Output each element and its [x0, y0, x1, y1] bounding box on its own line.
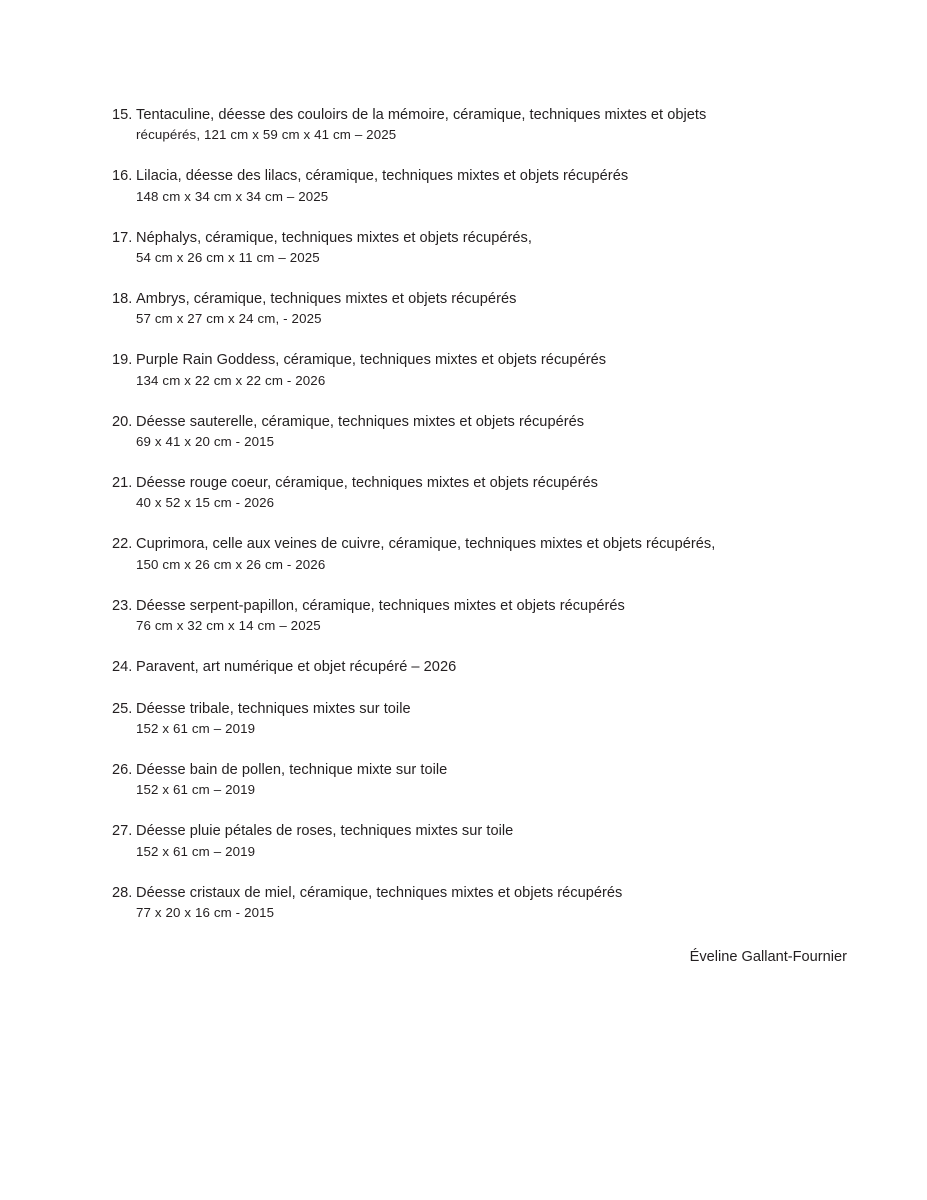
artwork-item-title: Déesse tribale, techniques mixtes sur toile [136, 700, 411, 717]
artwork-item-body [136, 229, 842, 268]
artwork-item-dimensions-year: 69 x 41 x 20 cm - 2015 [136, 433, 275, 449]
artwork-item-number: 20. [112, 413, 133, 430]
artwork-item-title: Déesse rouge coeur, céramique, techniques mixtes et objets récupérés [136, 474, 598, 491]
artwork-item-body [136, 761, 842, 800]
artwork-item-title: Lilacia, déesse des lilacs, céramique, techniques mixtes et objets récupérés [136, 168, 629, 185]
artwork-list-item [112, 167, 842, 206]
artwork-item-title: Tentaculine, déesse des couloirs de la mémoire, céramique, techniques mixtes et objets [136, 107, 707, 123]
artwork-item-number: 17. [112, 229, 133, 246]
artwork-item-body [136, 351, 842, 390]
artwork-list-item [112, 229, 842, 268]
artwork-item-number: 27. [112, 823, 133, 840]
artwork-item-title: Déesse cristaux de miel, céramique, techniques mixtes et objets récupérés [136, 884, 623, 901]
artwork-item-dimensions-year: 152 x 61 cm – 2019 [136, 843, 256, 859]
artwork-item-title: Purple Rain Goddess, céramique, techniques mixtes et objets récupérés [136, 352, 607, 369]
artwork-item-number: 24. [112, 658, 133, 675]
artwork-item-body [136, 167, 842, 206]
artwork-list-item [112, 700, 842, 739]
artwork-item-title: Déesse bain de pollen, technique mixte sur toile [136, 762, 448, 779]
artwork-item-dimensions-year: 152 x 61 cm – 2019 [136, 721, 256, 737]
artwork-item-title: Cuprimora, celle aux veines de cuivre, céramique, techniques mixtes et objets récupérés, [136, 536, 716, 553]
artwork-list-item [112, 106, 842, 145]
artwork-item-number: 28. [112, 884, 133, 901]
artwork-item-body [136, 884, 842, 923]
artwork-item-dimensions-year: 134 cm x 22 cm x 22 cm - 2026 [136, 372, 326, 388]
artwork-item-number: 25. [112, 700, 133, 717]
artwork-item-body [136, 535, 842, 574]
artwork-item-number: 21. [112, 474, 133, 491]
artwork-item-dimensions-year: 76 cm x 32 cm x 14 cm – 2025 [136, 617, 321, 633]
artwork-item-dimensions-year: 77 x 20 x 16 cm - 2015 [136, 905, 275, 921]
artwork-list-item [112, 413, 842, 452]
artwork-item-title: Ambrys, céramique, techniques mixtes et objets récupérés [136, 290, 517, 307]
artwork-item-body [136, 658, 842, 677]
artwork-list [112, 106, 842, 945]
artwork-item-number: 15. [112, 107, 133, 123]
artwork-list-item [112, 597, 842, 636]
artwork-item-body [136, 700, 842, 739]
artwork-item-dimensions-year: 40 x 52 x 15 cm - 2026 [136, 495, 275, 511]
artwork-item-body [136, 822, 842, 861]
artwork-item-number: 22. [112, 536, 133, 553]
artwork-list-item [112, 884, 842, 923]
artwork-item-number: 18. [112, 290, 133, 307]
artwork-item-number: 19. [112, 352, 133, 369]
artwork-item-number: 23. [112, 597, 133, 614]
artwork-item-dimensions-year: 57 cm x 27 cm x 24 cm, - 2025 [136, 311, 322, 327]
artwork-list-item [112, 290, 842, 329]
artwork-item-body [136, 597, 842, 636]
artwork-list-item [112, 474, 842, 513]
artwork-list-item [112, 535, 842, 574]
signature-author-name: Éveline Gallant-Fournier [689, 949, 847, 965]
artwork-item-body [136, 106, 842, 145]
artwork-item-number: 26. [112, 762, 133, 779]
artwork-item-dimensions-year: 54 cm x 26 cm x 11 cm – 2025 [136, 250, 320, 266]
artwork-list-item [112, 822, 842, 861]
artwork-item-title: Déesse serpent-papillon, céramique, techniques mixtes et objets récupérés [136, 597, 625, 614]
artwork-list-item [112, 351, 842, 390]
artwork-list-item [112, 761, 842, 800]
artwork-item-body [136, 290, 842, 329]
artwork-item-body [136, 474, 842, 513]
artwork-item-dimensions-year: récupérés, 121 cm x 59 cm x 41 cm – 2025 [136, 127, 397, 143]
artwork-item-dimensions-year: 152 x 61 cm – 2019 [136, 782, 256, 798]
artwork-item-title: Néphalys, céramique, techniques mixtes et objets récupérés, [136, 229, 532, 246]
artwork-item-title: Déesse sauterelle, céramique, techniques mixtes et objets récupérés [136, 413, 585, 430]
artwork-item-title: Déesse pluie pétales de roses, techniques mixtes sur toile [136, 823, 514, 840]
artwork-list-item [112, 658, 842, 677]
artwork-item-title: Paravent, art numérique et objet récupéré – 2026 [136, 658, 457, 675]
artwork-item-dimensions-year: 150 cm x 26 cm x 26 cm - 2026 [136, 556, 326, 572]
artwork-item-number: 16. [112, 168, 133, 185]
artwork-item-body [136, 413, 842, 452]
artwork-item-dimensions-year: 148 cm x 34 cm x 34 cm – 2025 [136, 188, 329, 204]
